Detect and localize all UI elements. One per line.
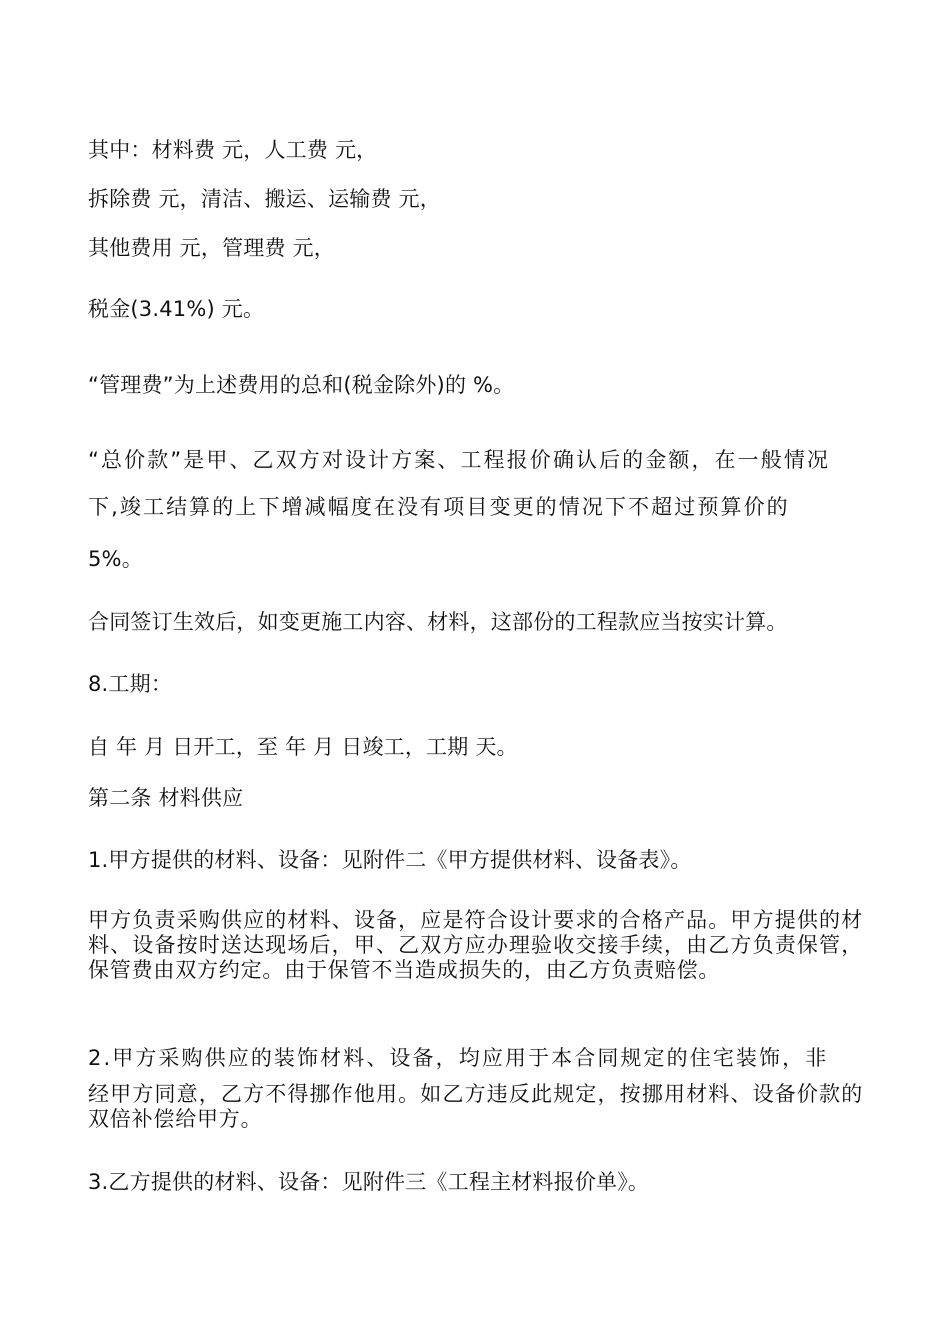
tax-line: 税金(3.41%) 元。 [88, 297, 265, 321]
construction-period-dates: 自 年 月 日开工，至 年 月 日竣工，工期 天。 [88, 735, 518, 759]
supply-item-2-line-1: 2.甲方采购供应的装饰材料、设备，均应用于本合同规定的住宅装饰，非 [88, 1046, 829, 1070]
supply-item-3: 3.乙方提供的材料、设备：见附件三《工程主材料报价单》。 [88, 1170, 650, 1194]
cost-breakdown-line-1: 其中：材料费 元，人工费 元， [88, 138, 378, 162]
contract-change-clause: 合同签订生效后，如变更施工内容、材料，这部份的工程款应当按实计算。 [88, 610, 788, 634]
total-price-definition-line-2: 下,竣工结算的上下增减幅度在没有项目变更的情况下不超过预算价的 [88, 495, 790, 519]
management-fee-definition: “管理费”为上述费用的总和(税金除外)的 %。 [88, 373, 515, 397]
supply-item-2-continuation: 经甲方同意，乙方不得挪作他用。如乙方违反此规定，按挪用材料、设备价款的双倍补偿给甲方。 [88, 1082, 863, 1131]
party-a-supply-responsibility: 甲方负责采购供应的材料、设备，应是符合设计要求的合格产品。甲方提供的材料、设备按时送达现场后，甲、乙双方应办理验收交接手续，由乙方负责保管，保管费由双方约定。由于保管不当造成损失的，由乙方负责赔偿。 [88, 908, 863, 982]
construction-period-heading: 8.工期： [88, 672, 173, 696]
supply-item-1: 1.甲方提供的材料、设备：见附件二《甲方提供材料、设备表》。 [88, 848, 692, 872]
article-two-heading: 第二条 材料供应 [88, 786, 244, 810]
total-price-definition-line-1: “总价款”是甲、乙双方对设计方案、工程报价确认后的金额，在一般情况 [88, 448, 831, 472]
cost-breakdown-line-3: 其他费用 元，管理费 元， [88, 236, 335, 260]
total-price-definition-line-3: 5%。 [88, 547, 143, 571]
cost-breakdown-line-2: 拆除费 元，清洁、搬运、运输费 元， [88, 187, 441, 211]
